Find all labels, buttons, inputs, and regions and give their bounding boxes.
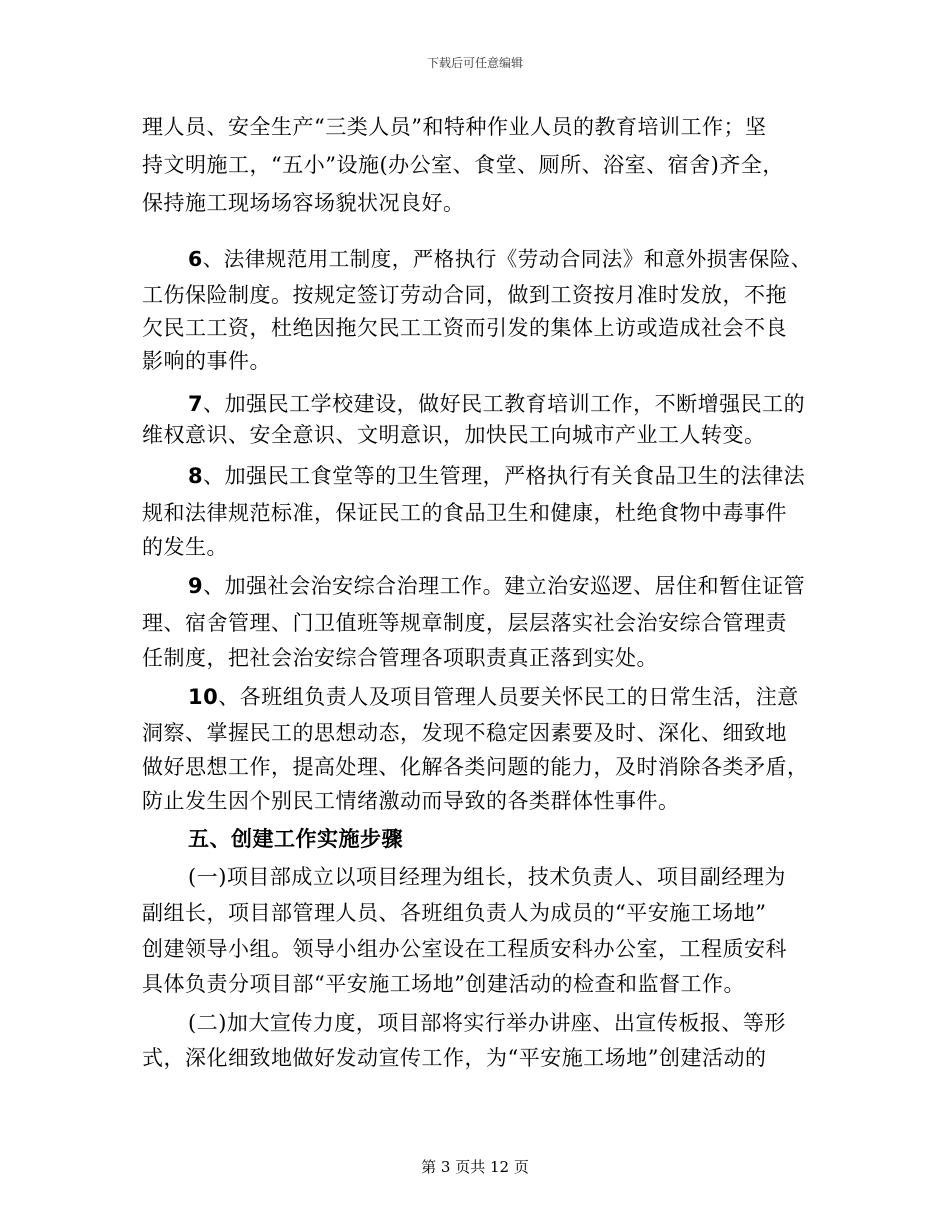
paragraph-first-line	[188, 242, 812, 272]
line-text: 、加强民工学校建设，做好民工教育培训工作，不断增强民工的	[203, 392, 806, 416]
line-text: 、各班组负责人及项目管理人员要关怀民工的日常生活，注意	[218, 685, 799, 709]
text-line	[142, 187, 465, 217]
line-text: 保持施工现场场容场貌状况良好。	[142, 191, 465, 215]
line-text: 副组长，项目部管理人员、各班组负责人为成员的“平安施工场地”	[142, 901, 767, 925]
paragraph-first-line	[188, 1007, 786, 1037]
paragraph-first-line	[188, 861, 786, 891]
line-text: 持文明施工，“五小”设施(办公室、食堂、厕所、浴室、宿舍)齐全，	[142, 153, 784, 177]
text-line	[142, 897, 766, 927]
item-number: 9	[188, 574, 204, 598]
line-text: 理、宿舍管理、门卫值班等规章制度，层层落实社会治安综合管理责	[142, 611, 787, 635]
line-text: (二)加大宣传力度，项目部将实行举办讲座、出宣传板报、等形	[188, 1011, 786, 1035]
line-text: 五、创建工作实施步骤	[188, 826, 403, 851]
paragraph-first-line	[188, 681, 799, 711]
text-line	[142, 1042, 766, 1072]
text-line	[142, 149, 784, 179]
line-text: 防止发生因个别民工情绪激动而导致的各类群体性事件。	[142, 789, 680, 813]
line-text: 做好思想工作，提高处理、化解各类问题的能力，及时消除各类矛盾，	[142, 755, 809, 779]
line-text: 洞察、掌握民工的思想动态，发现不稳定因素要及时、深化、细致地	[142, 721, 787, 745]
line-text: 理人员、安全生产“三类人员”和特种作业人员的教育培训工作；坚	[142, 115, 767, 139]
item-number: 7	[188, 392, 204, 416]
section-heading	[188, 823, 403, 853]
text-line	[142, 111, 766, 141]
line-text: 欠民工工资，杜绝因拖欠民工工资而引发的集体上访或造成社会不良	[142, 316, 787, 340]
text-line	[142, 717, 787, 747]
text-line	[142, 531, 228, 561]
text-line	[142, 642, 658, 672]
text-line	[142, 607, 787, 637]
page-header: 下载后可任意编辑	[426, 56, 523, 70]
line-text: 式，深化细致地做好发动宣传工作，为“平安施工场地”创建活动的	[142, 1046, 767, 1070]
line-text: 创建领导小组。领导小组办公室设在工程质安科办公室，工程质安科	[142, 937, 787, 961]
line-text: 影响的事件。	[142, 349, 271, 373]
item-number: 8	[188, 464, 204, 488]
line-text: 任制度，把社会治安综合管理各项职责真正落到实处。	[142, 646, 658, 670]
text-line	[142, 751, 809, 781]
item-number: 10	[188, 685, 219, 709]
item-number: 6	[188, 247, 203, 271]
text-line	[142, 497, 787, 527]
text-line	[142, 419, 766, 449]
paragraph-first-line	[188, 570, 805, 600]
line-text: 、加强民工食堂等的卫生管理，严格执行有关食品卫生的法律法	[203, 464, 806, 488]
line-text: 维权意识、安全意识、文明意识，加快民工向城市产业工人转变。	[142, 423, 766, 447]
line-text: 具体负责分项目部“平安施工场地”创建活动的检查和监督工作。	[142, 972, 745, 996]
line-text: 规和法律规范标准，保证民工的食品卫生和健康，杜绝食物中毒事件	[142, 501, 787, 525]
page-footer: 第 3 页共 12 页	[421, 1158, 529, 1176]
text-line	[142, 933, 787, 963]
text-line	[142, 785, 680, 815]
line-text: 、加强社会治安综合治理工作。建立治安巡逻、居住和暂住证管	[203, 574, 806, 598]
line-text: 、法律规范用工制度，严格执行《劳动合同法》和意外损害保险、	[202, 247, 812, 271]
line-text: 的发生。	[142, 535, 228, 559]
paragraph-first-line	[188, 460, 805, 490]
text-line	[142, 279, 787, 309]
paragraph-first-line	[188, 388, 805, 418]
text-line	[142, 345, 271, 375]
text-line	[142, 968, 745, 998]
line-text: (一)项目部成立以项目经理为组长，技术负责人、项目副经理为	[188, 865, 786, 889]
line-text: 工伤保险制度。按规定签订劳动合同，做到工资按月准时发放，不拖	[142, 283, 787, 307]
text-line	[142, 312, 787, 342]
